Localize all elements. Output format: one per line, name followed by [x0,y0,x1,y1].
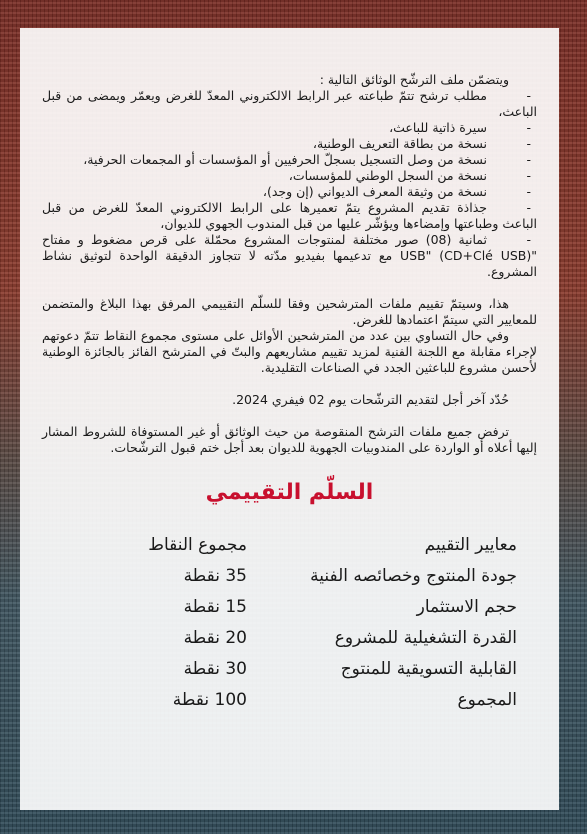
table-row [42,564,537,595]
total-points: 100 نقطة [172,690,247,710]
table-header-row [42,533,537,564]
list-item: - نسخة من بطاقة التعريف الوطنية، [312,136,531,151]
documents-list [42,88,537,280]
criterion-cell: جودة المنتوج وخصائصه الفنية [310,566,517,586]
criterion-cell: القدرة التشغيلية للمشروع [334,628,517,648]
list-item: -مطلب ترشح تتمّ طباعته عبر الرابط الالكتروني المعدّ للغرض ويعمّر ويمضى من قبل الباعث، [42,88,537,119]
header-criteria: معايير التقييم [424,535,517,555]
total-label: المجموع [457,690,517,710]
criterion-cell: القابلية التسويقية للمنتوج [340,659,517,679]
criterion-cell: حجم الاستثمار [416,597,517,617]
deadline-paragraph: حُدّد آخر أجل لتقديم الترشّحات يوم 02 فيفري 2024. [232,392,509,407]
table-row [42,626,537,657]
rejection-paragraph: ترفض جميع ملفات الترشح المنقوصة من حيث الوثائق أو غير المستوفاة للشروط المشار إليها أعلاه أو الواردة على المندوبيات الجهوية للديوان بعد أجل ختم قبول الترشّحات. [42,424,537,455]
list-item: -ثمانية (08) صور مختلفة لمنتوجات المشروع محمّلة على قرص مضغوط و مفتاح "USB" (CD+Clé USB) مع تدعيمها بفيديو مدّته لا تتجاوز الدقيقة الواحدة لتوثيق نشاط المشروع. [42,232,537,279]
points-cell: 35 نقطة [183,566,247,586]
list-item: - نسخة من وثيقة المعرف الديواني (إن وجد)، [262,184,531,199]
points-cell: 15 نقطة [183,597,247,617]
list-item: - سيرة ذاتية للباعث، [389,120,531,135]
list-item: -جذاذة تقديم المشروع يتمّ تعميرها على الرابط الالكتروني المعدّ للغرض من قبل الباعث وطباعتها وإمضاءها ويؤشّر عليها من قبل المندوب الجهوي للديوان، [42,200,537,231]
table-total-row [42,688,537,719]
table-row [42,595,537,626]
list-item: - نسخة من السجل الوطني للمؤسسات، [288,168,531,183]
list-item: - نسخة من وصل التسجيل بسجلّ الحرفيين أو المؤسسات أو المجمعات الحرفية، [83,152,531,167]
points-cell: 30 نقطة [183,659,247,679]
scale-title: السلّم التقييمي [205,480,374,505]
documents-intro: ويتضمّن ملف الترشّح الوثائق التالية : [319,72,509,87]
header-points: مجموع النقاط [148,535,247,555]
table-row [42,657,537,688]
document-panel [20,28,559,810]
points-cell: 20 نقطة [183,628,247,648]
evaluation-scale-table [42,533,537,719]
evaluation-paragraph: هذا، وسيتمّ تقييم ملفات المترشحين وفقا للسلّم التقييمي المرفق بهذا البلاغ والمتضمن للمعايير التي سيتمّ اعتمادها للغرض. [42,296,537,327]
tie-paragraph: وفي حال التساوي بين عدد من المترشحين الأوائل على مستوى مجموع النقاط تتمّ دعوتهم لإجراء مقابلة مع اللجنة الفنية لمزيد تقييم مشاريعهم والبتّ في المترشح الفائز بالجائزة الوطنية لأحسن مشروع للباعثين الجدد في الصناعات التقليدية. [42,328,537,375]
document-body [42,72,537,456]
